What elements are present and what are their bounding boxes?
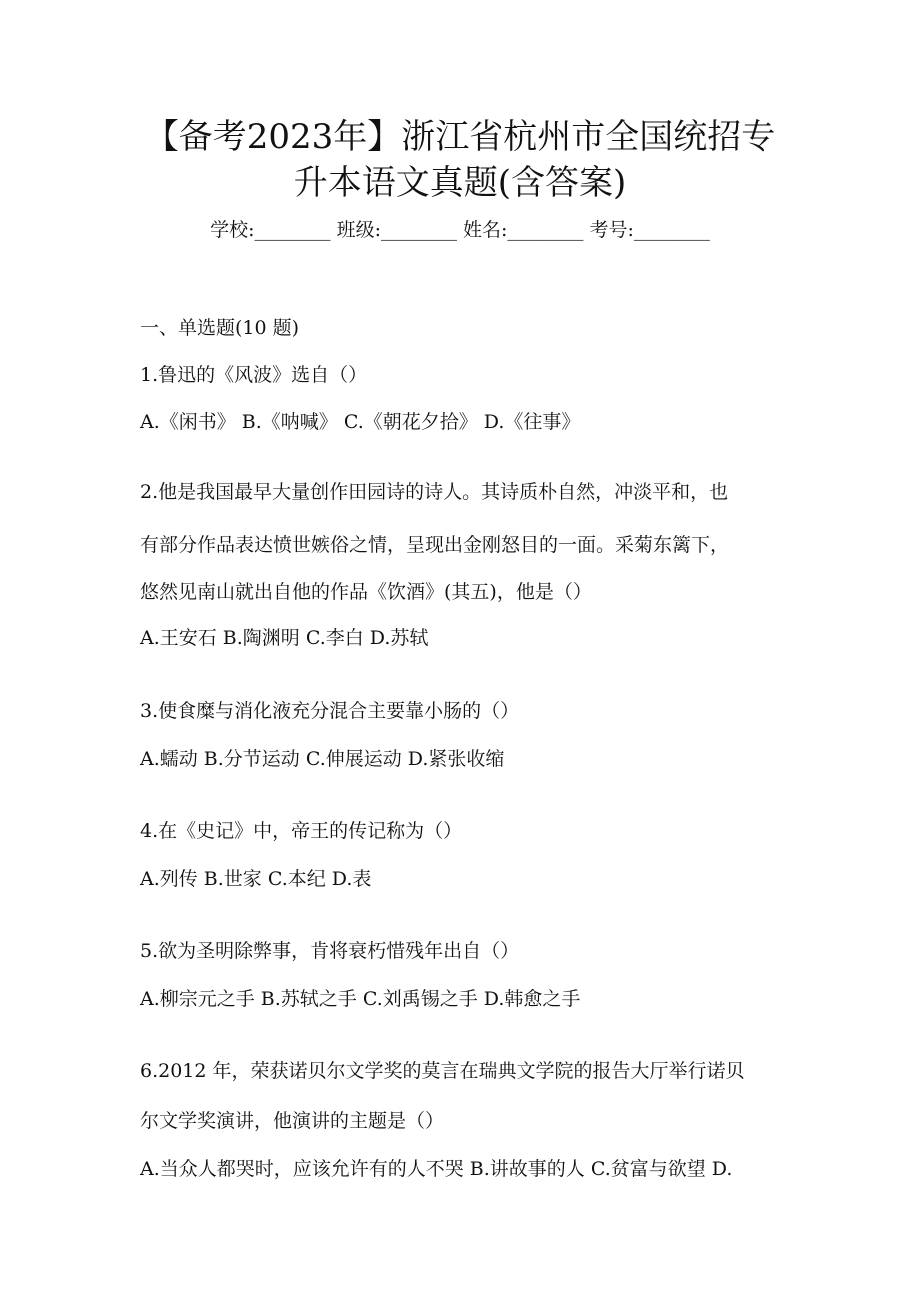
question-2-options: A.王安石 B.陶渊明 C.李白 D.苏轼 — [140, 627, 429, 649]
question-3: 3.使食糜与消化液充分混合主要靠小肠的（） — [140, 700, 520, 722]
document-title-line-1: 【备考2023年】浙江省杭州市全国统招专 — [144, 117, 776, 157]
question-5-options: A.柳宗元之手 B.苏轼之手 C.刘禹锡之手 D.韩愈之手 — [140, 988, 581, 1010]
question-1-options: A.《闲书》 B.《呐喊》 C.《朝花夕拾》 D.《往事》 — [140, 411, 581, 433]
question-1: 1.鲁迅的《风波》选自（） — [140, 364, 368, 386]
section-heading: 一、单选题(10 题) — [140, 317, 300, 339]
question-6-options: A.当众人都哭时，应该允许有的人不哭 B.讲故事的人 C.贫富与欲望 D. — [140, 1158, 733, 1180]
question-4-options: A.列传 B.世家 C.本纪 D.表 — [140, 868, 372, 890]
question-2-line-3: 悠然见南山就出自他的作品《饮酒》(其五)，他是（） — [140, 581, 592, 603]
student-info-fields: 学校:________ 班级:________ 姓名:________ 考号:________ — [210, 219, 710, 241]
question-4: 4.在《史记》中，帝王的传记称为（） — [140, 820, 463, 842]
question-6-line-2: 尔文学奖演讲，他演讲的主题是（） — [140, 1110, 445, 1132]
question-2-line-2: 有部分作品表达愤世嫉俗之情，呈现出金刚怒目的一面。采菊东篱下， — [140, 534, 730, 556]
document-title-line-2: 升本语文真题(含答案) — [293, 163, 627, 203]
question-2-line-1: 2.他是我国最早大量创作田园诗的诗人。其诗质朴自然，冲淡平和，也 — [140, 481, 729, 503]
question-3-options: A.蠕动 B.分节运动 C.伸展运动 D.紧张收缩 — [140, 748, 505, 770]
question-5: 5.欲为圣明除弊事，肯将衰朽惜残年出自（） — [140, 940, 520, 962]
question-6-line-1: 6.2012 年，荣获诺贝尔文学奖的莫言在瑞典文学院的报告大厅举行诺贝 — [140, 1060, 745, 1082]
